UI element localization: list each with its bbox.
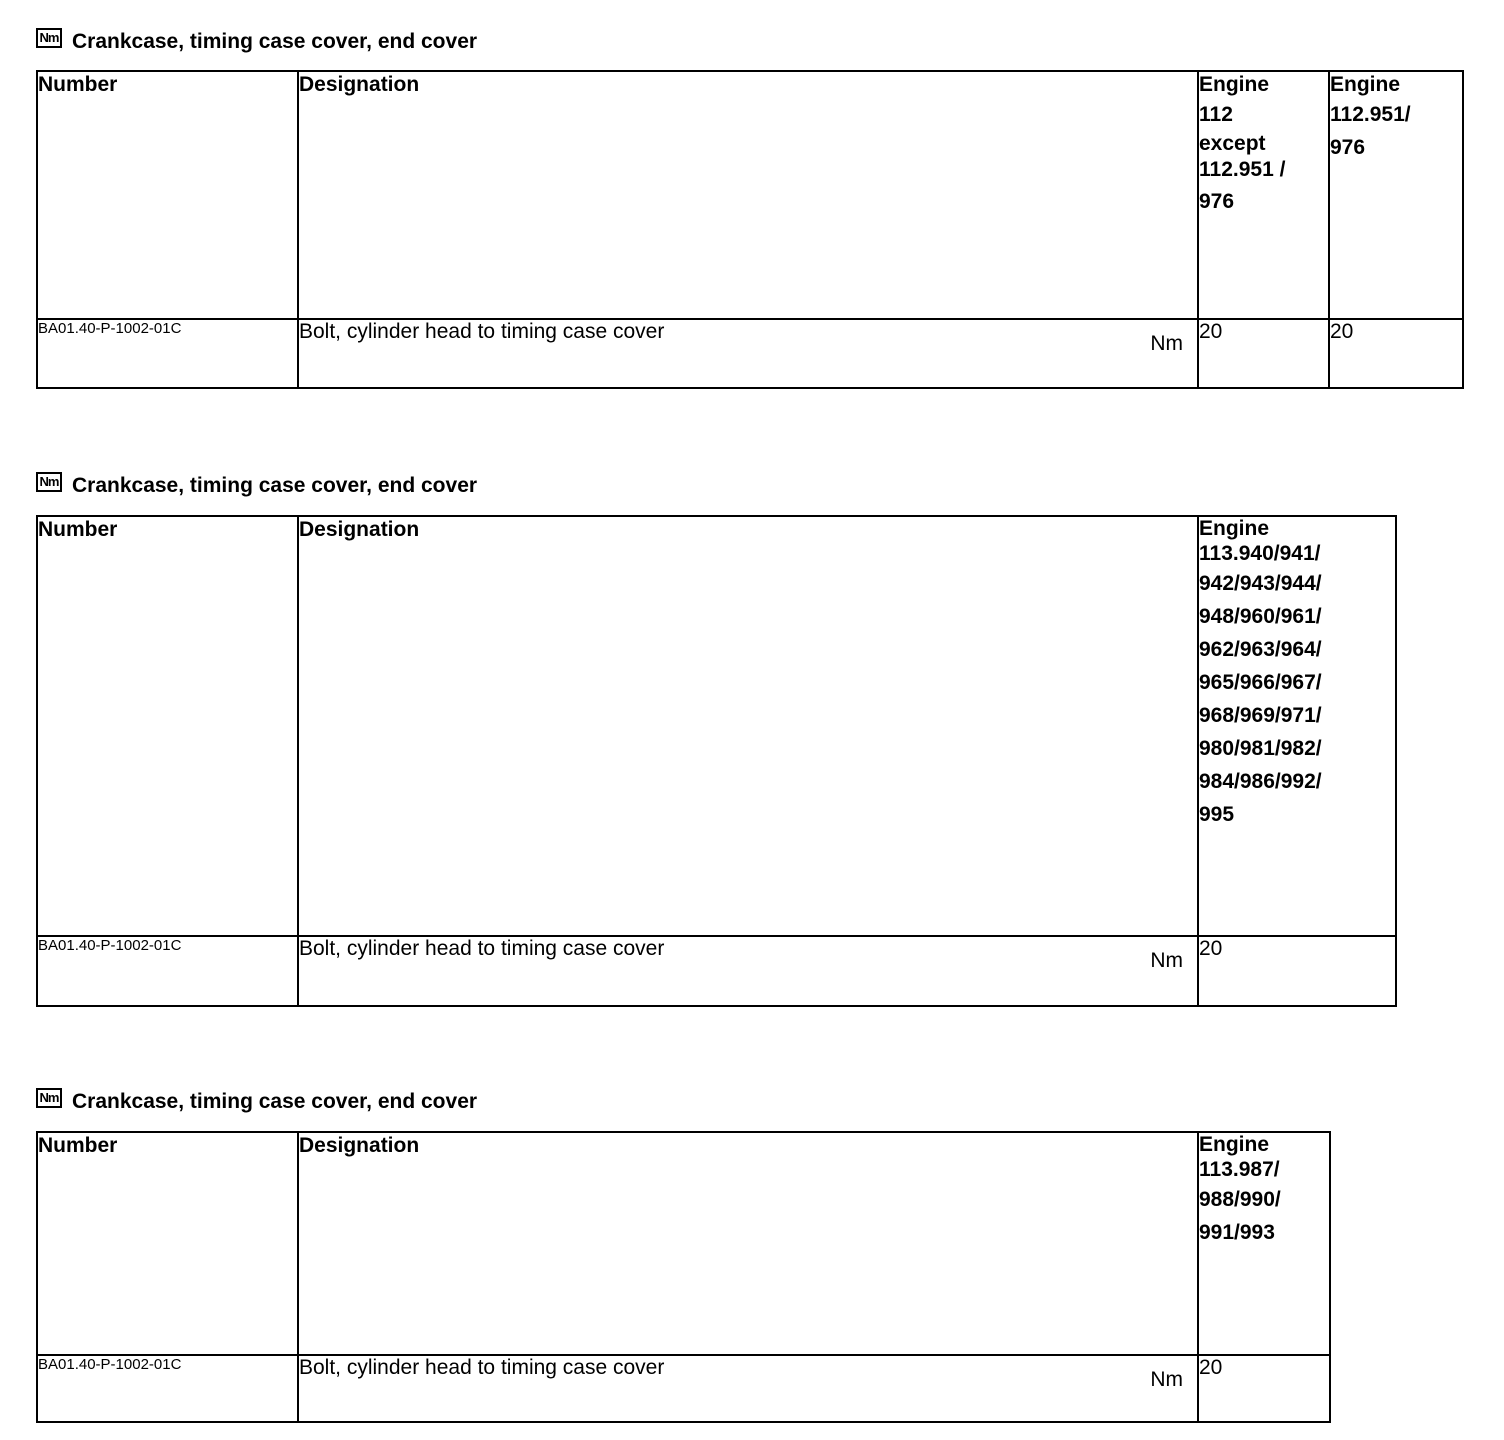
designation-cell	[298, 319, 1198, 388]
torque-table	[36, 515, 1397, 1007]
header-engine-1	[1198, 71, 1329, 319]
engine-code-line: 113.987/	[1199, 1158, 1280, 1181]
torque-table	[36, 70, 1464, 389]
engine-label: Engine	[1199, 73, 1270, 96]
header-number: Number	[37, 516, 298, 936]
header-designation: Designation	[298, 71, 1198, 319]
designation-text: Bolt, cylinder head to timing case cover	[299, 1356, 665, 1379]
engine-code-line: 948/960/961/	[1199, 605, 1322, 628]
engine-code-line: 988/990/	[1199, 1188, 1281, 1211]
table-row	[37, 1355, 1330, 1422]
designation-cell	[298, 936, 1198, 1006]
engine-code-line: 980/981/982/	[1199, 737, 1322, 760]
torque-value: 20	[1198, 936, 1396, 1006]
nm-torque-icon: Nm	[36, 28, 62, 48]
header-engine-1	[1198, 516, 1396, 936]
engine-code-line: 942/943/944/	[1199, 572, 1322, 595]
nm-torque-icon: Nm	[36, 1088, 62, 1108]
part-number: BA01.40-P-1002-01C	[37, 319, 298, 388]
section-title: Crankcase, timing case cover, end cover	[72, 30, 478, 53]
header-number: Number	[37, 71, 298, 319]
engine-codes	[1199, 98, 1328, 221]
table-header-row	[37, 1132, 1330, 1355]
header-number: Number	[37, 1132, 298, 1355]
unit-label: Nm	[1150, 949, 1183, 972]
engine-label: Engine	[1330, 73, 1401, 96]
engine-codes	[1199, 1157, 1329, 1249]
engine-code-line: 968/969/971/	[1199, 704, 1322, 727]
engine-code-line: 995	[1199, 803, 1235, 826]
table-header-row	[37, 71, 1463, 319]
engine-codes	[1199, 541, 1395, 831]
part-number: BA01.40-P-1002-01C	[37, 936, 298, 1006]
designation-cell	[298, 1355, 1198, 1422]
engine-code-line: 112	[1199, 103, 1233, 126]
header-designation: Designation	[298, 1132, 1198, 1355]
part-number: BA01.40-P-1002-01C	[37, 1355, 298, 1422]
header-engine-2	[1329, 71, 1463, 319]
engine-code-line: 965/966/967/	[1199, 671, 1322, 694]
unit-label: Nm	[1150, 1368, 1183, 1391]
designation-text: Bolt, cylinder head to timing case cover	[299, 320, 665, 343]
torque-table	[36, 1131, 1331, 1423]
table-row	[37, 319, 1463, 388]
engine-code-line: 984/986/992/	[1199, 770, 1322, 793]
engine-codes	[1330, 98, 1462, 164]
unit-label: Nm	[1150, 332, 1183, 355]
engine-code-line: 976	[1199, 190, 1235, 213]
table-row	[37, 936, 1396, 1006]
header-engine-1	[1198, 1132, 1330, 1355]
torque-value: 20	[1329, 319, 1463, 388]
engine-code-line: 112.951 /	[1199, 158, 1286, 181]
engine-code-line: 112.951/	[1330, 103, 1411, 126]
engine-code-line: 113.940/941/	[1199, 542, 1321, 565]
torque-value: 20	[1198, 319, 1329, 388]
nm-torque-icon: Nm	[36, 472, 62, 492]
engine-code-line: 991/993	[1199, 1221, 1275, 1244]
header-designation: Designation	[298, 516, 1198, 936]
engine-label: Engine	[1199, 517, 1270, 540]
engine-code-line: 976	[1330, 136, 1366, 159]
torque-value: 20	[1198, 1355, 1330, 1422]
designation-text: Bolt, cylinder head to timing case cover	[299, 937, 665, 960]
section-title: Crankcase, timing case cover, end cover	[72, 1090, 478, 1113]
section-title: Crankcase, timing case cover, end cover	[72, 474, 478, 497]
engine-code-line: except	[1199, 132, 1266, 155]
table-header-row	[37, 516, 1396, 936]
engine-code-line: 962/963/964/	[1199, 638, 1322, 661]
engine-label: Engine	[1199, 1133, 1270, 1156]
